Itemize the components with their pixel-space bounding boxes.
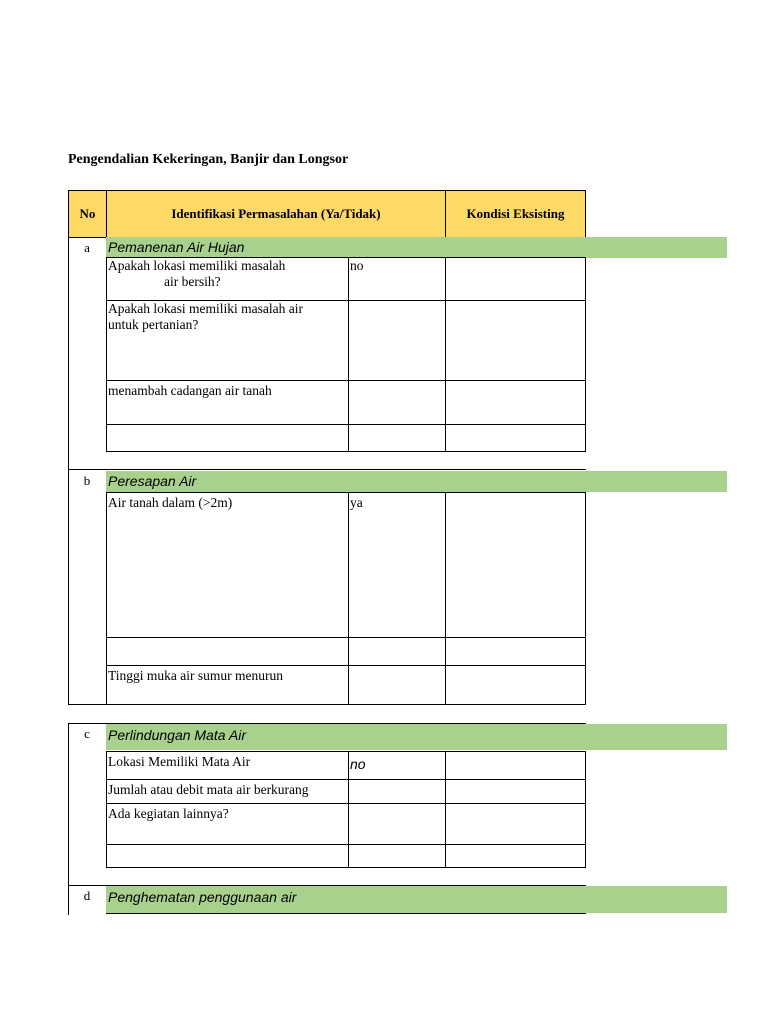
empty-cell[interactable]	[106, 637, 349, 666]
question-cell: menambah cadangan air tanah	[106, 380, 349, 425]
question-cell: Jumlah atau debit mata air berkurang	[106, 779, 349, 804]
question-cell: Apakah lokasi memiliki masalah air bersih?	[106, 257, 349, 301]
kondisi-cell[interactable]	[445, 257, 586, 301]
section-letter: a	[84, 240, 90, 255]
kondisi-cell[interactable]	[445, 380, 586, 425]
answer-cell[interactable]	[348, 380, 446, 425]
header-no: No	[68, 190, 107, 238]
empty-cell[interactable]	[348, 424, 446, 452]
kondisi-cell[interactable]	[445, 300, 586, 381]
answer-cell[interactable]	[348, 803, 446, 845]
page-title: Pengendalian Kekeringan, Banjir dan Longsor	[68, 152, 349, 167]
kondisi-cell[interactable]	[445, 803, 586, 845]
answer-cell[interactable]: ya	[348, 492, 446, 638]
question-cell: Lokasi Memiliki Mata Air	[106, 751, 349, 780]
answer-cell[interactable]	[348, 779, 446, 804]
kondisi-cell[interactable]	[445, 492, 586, 638]
section-letter: c	[84, 726, 90, 741]
answer-cell[interactable]: no	[348, 751, 446, 780]
empty-cell[interactable]	[445, 637, 586, 666]
empty-cell[interactable]	[348, 844, 446, 868]
section-heading: Penghematan penggunaan air	[106, 886, 727, 913]
empty-cell[interactable]	[445, 424, 586, 452]
question-cell: Ada kegiatan lainnya?	[106, 803, 349, 845]
section-heading: Pemanenan Air Hujan	[106, 237, 727, 258]
kondisi-cell[interactable]	[445, 665, 586, 705]
empty-cell[interactable]	[106, 844, 349, 868]
empty-cell[interactable]	[106, 424, 349, 452]
question-cell: Tinggi muka air sumur menurun	[106, 665, 349, 705]
kondisi-cell[interactable]	[445, 779, 586, 804]
question-cell: Air tanah dalam (>2m)	[106, 492, 349, 638]
section-heading: Perlindungan Mata Air	[106, 724, 727, 750]
header-kondisi: Kondisi Eksisting	[445, 190, 586, 238]
answer-cell[interactable]: no	[348, 257, 446, 301]
empty-cell[interactable]	[445, 844, 586, 868]
answer-cell[interactable]	[348, 665, 446, 705]
header-identifikasi: Identifikasi Permasalahan (Ya/Tidak)	[106, 190, 446, 238]
question-cell: Apakah lokasi memiliki masalah air untuk pertanian?	[106, 300, 349, 381]
section-letter: b	[83, 473, 91, 488]
section-heading: Peresapan Air	[106, 471, 727, 492]
empty-cell[interactable]	[348, 637, 446, 666]
kondisi-cell[interactable]	[445, 751, 586, 780]
section-letter: d	[83, 888, 91, 903]
answer-cell[interactable]	[348, 300, 446, 381]
